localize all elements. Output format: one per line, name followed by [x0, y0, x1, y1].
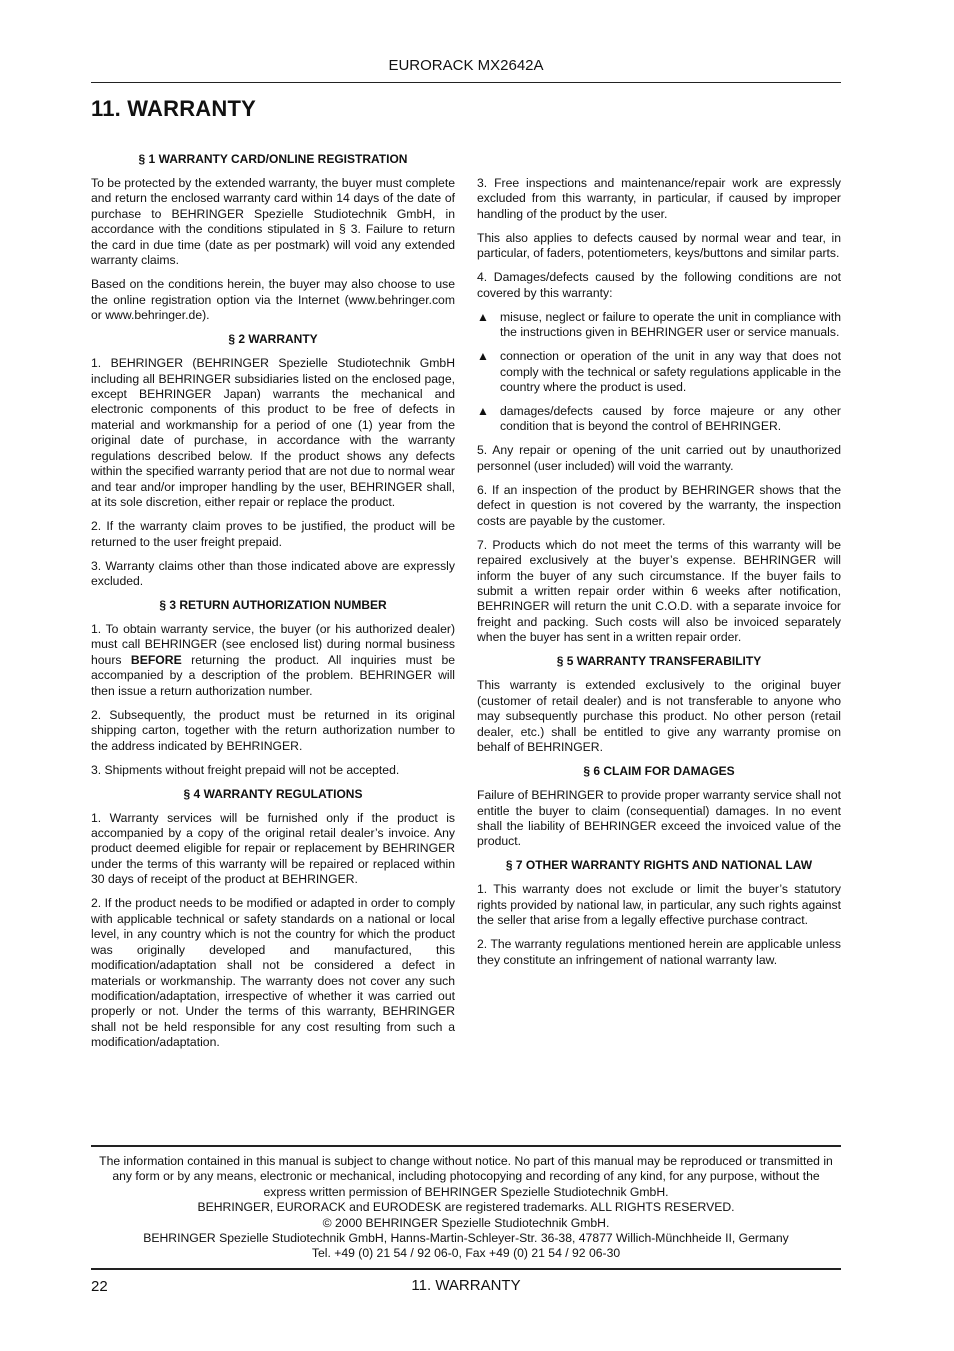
emphasis-before: BEFORE	[130, 652, 182, 667]
section-6-heading: § 6 CLAIM FOR DAMAGES	[583, 764, 735, 779]
paragraph: This warranty is extended exclusively to the original buyer (customer of retail dealer) and is not transferable to anyone who may subsequently purchase this product. No other person (retail dealer, etc.) shall be entitled to give any warranty promise on behalf of BEHRINGER.	[477, 678, 841, 755]
paragraph: Based on the conditions herein, the buyer may also choose to use the online registration option via the Internet (www.behringer.com or www.behringer.de).	[91, 277, 455, 323]
list-item	[477, 349, 841, 395]
paragraph	[91, 622, 455, 699]
paragraph: 6. If an inspection of the product by BEHRINGER shows that the defect in question is not covered by the warranty, the inspection costs are payable by the customer.	[477, 482, 841, 528]
text-run: 1. To obtain warranty service, the buyer (or his authorized dealer) must call BEHRINGER (see enclosed list) during normal business hours	[91, 621, 455, 667]
paragraph: 1. BEHRINGER (BEHRINGER Spezielle Studiotechnik GmbH including all BEHRINGER subsidiaries listed on the enclosed page, except BEHRINGER Japan) warrants the mechanical and electronic components of this product to be free of defects in material and workmanship for a period of one (1) year from the original date of purchase, in accordance with the warranty regulations described below. If the product shows any defects within the specified warranty period that are not due to normal wear and tear and/or improper handling by the user, BEHRINGER shall, at its sole discretion, either repair or replace the product.	[91, 356, 455, 510]
paragraph: 5. Any repair or opening of the unit carried out by unauthorized personnel (user included) will void the warranty.	[477, 443, 841, 473]
list-item-text: damages/defects caused by force majeure or any other condition that is beyond the control of BEHRINGER.	[500, 403, 841, 434]
footer-section-title: 11. WARRANTY	[411, 1277, 521, 1294]
paragraph: To be protected by the extended warranty, the buyer must complete and return the enclosed warranty card within 14 days of the date of purchase to BEHRINGER Spezielle Studiotechnik GmbH, in accordance with the conditions stipulated in § 3. Failure to return the card in due time (date as per postmark) will void any extended warranty claims.	[91, 176, 455, 268]
company-contact: Tel. +49 (0) 21 54 / 92 06-0, Fax +49 (0) 21 54 / 92 06-30	[311, 1246, 621, 1261]
paragraph: 2. The warranty regulations mentioned herein are applicable unless they constitute an infringement of national warranty law.	[477, 937, 841, 967]
legal-notice: The information contained in this manual is subject to change without notice. No part of this manual may be reproduced or transmitted in any form or by any means, electronic or mechanical, including photocopying and recording of any kind, for any purpose, without the express written permission of BEHRINGER Spezielle Studiotechnik GmbH.	[99, 1154, 833, 1199]
list-item	[477, 310, 841, 341]
paragraph: 2. If the warranty claim proves to be justified, the product will be returned to the user freight prepaid.	[91, 519, 455, 549]
paragraph: Failure of BEHRINGER to provide proper warranty service shall not entitle the buyer to claim (consequential) damages. In no event shall the liability of BEHRINGER exceed the invoiced value of the product.	[477, 788, 841, 849]
paragraph: 3. Shipments without freight prepaid will not be accepted.	[91, 762, 400, 777]
section-3-heading: § 3 RETURN AUTHORIZATION NUMBER	[159, 597, 387, 612]
page-number: 22	[91, 1278, 108, 1295]
paragraph: 2. If the product needs to be modified or adapted in order to comply with applicable technical or safety standards on a national or local level, in any country which is not the country for which the product was originally developed and manufactured, this modification/adaptation shall not be considered a defect in materials or workmanship. The warranty does not cover any such modification/adaptation, irrespective of whether it was carried out properly or not. Under the terms of this warranty, BEHRINGER shall not be held responsible for any cost resulting from such a modification/adaptation.	[91, 896, 455, 1050]
section-1-heading: § 1 WARRANTY CARD/ONLINE REGISTRATION	[138, 152, 408, 166]
footer-bottom-rule	[91, 1268, 841, 1270]
copyright-notice: © 2000 BEHRINGER Spezielle Studiotechnik GmbH.	[322, 1215, 610, 1230]
list-item-text: connection or operation of the unit in any way that does not comply with the technical or safety regulations applicable in the country where the product is used.	[500, 349, 841, 394]
triangle-bullet-icon: ▲	[477, 403, 489, 418]
section-7-heading: § 7 OTHER WARRANTY RIGHTS AND NATIONAL LAW	[505, 858, 813, 873]
trademark-notice: BEHRINGER, EURORACK and EURODESK are registered trademarks. ALL RIGHTS RESERVED.	[197, 1200, 735, 1215]
text-run: returning the product. All inquiries must be accompanied by a description of the problem. BEHRINGER will then issue a return authorization number.	[91, 652, 456, 698]
section-5-heading: § 5 WARRANTY TRANSFERABILITY	[556, 654, 762, 669]
section-2-heading: § 2 WARRANTY	[228, 332, 318, 347]
paragraph: 1. This warranty does not exclude or limit the buyer’s statutory rights provided by national law, in particular, any such rights against the seller that arise from a legally effective purchase contract.	[477, 882, 841, 928]
footer-top-rule	[91, 1145, 841, 1147]
paragraph: 3. Free inspections and maintenance/repair work are expressly excluded from this warranty, in particular, if caused by improper handling of the product by the user.	[477, 176, 841, 221]
right-column	[477, 176, 841, 977]
list-item	[477, 404, 841, 435]
header-rule	[91, 82, 841, 83]
running-header: EURORACK MX2642A	[388, 57, 544, 74]
triangle-bullet-icon: ▲	[477, 349, 489, 364]
company-address: BEHRINGER Spezielle Studiotechnik GmbH, Hanns-Martin-Schleyer-Str. 36-38, 47877 Willich-Münchheide II, Germany	[143, 1231, 789, 1246]
paragraph: 1. Warranty services will be furnished only if the product is accompanied by a copy of the original retail dealer’s invoice. Any product deemed eligible for repair or replacement by BEHRINGER under the terms of this warranty will be repaired or replaced within 30 days of receipt of the product at BEHRINGER.	[91, 810, 455, 887]
paragraph: 4. Damages/defects caused by the following conditions are not covered by this warranty:	[477, 270, 841, 300]
list-item-text: misuse, neglect or failure to operate the unit in compliance with the instructions given in BEHRINGER user or service manuals.	[500, 309, 841, 340]
page-title: 11. WARRANTY	[91, 96, 256, 121]
paragraph: 7. Products which do not meet the terms of this warranty will be repaired exclusively at the buyer’s expense. BEHRINGER will inform the buyer of any such circumstance. If the buyer fails to submit a written repair order within 6 weeks after notification, BEHRINGER will return the unit C.O.D. with a separate invoice for freight and packing. Such costs will also be invoiced separately when the buyer has sent in a written repair order.	[477, 537, 841, 645]
paragraph: 3. Warranty claims other than those indicated above are expressly excluded.	[91, 558, 455, 588]
legal-footer	[91, 1154, 841, 1262]
triangle-bullet-icon: ▲	[477, 309, 489, 324]
paragraph: This also applies to defects caused by normal wear and tear, in particular, of faders, potentiometers, keys/buttons and similar parts.	[477, 230, 841, 261]
left-column	[91, 152, 455, 1059]
paragraph: 2. Subsequently, the product must be returned in its original shipping carton, together with the return authorization number to the address indicated by BEHRINGER.	[91, 707, 455, 753]
section-4-heading: § 4 WARRANTY REGULATIONS	[183, 786, 363, 801]
